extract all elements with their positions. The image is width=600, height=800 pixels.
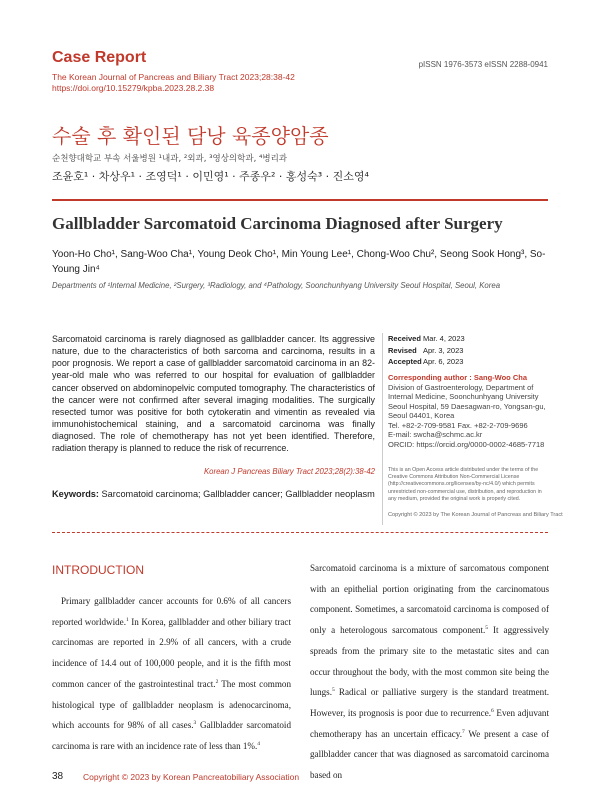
corr-line: Division of Gastroenterology, Department of — [388, 382, 534, 392]
departments: Departments of ¹Internal Medicine, ²Surgery, ³Radiology, and ⁴Pathology, Soonchunhyang University Seoul Hospital, Seoul, Korea — [52, 281, 501, 290]
page-number: 38 — [52, 771, 64, 782]
ref: 7 — [462, 728, 465, 735]
accepted-date: AcceptedApr. 6, 2023 — [388, 357, 464, 366]
ref: 6 — [491, 707, 494, 714]
korean-affiliation: 순천향대학교 부속 서울병원 ¹내과, ²외과, ³영상의학과, ⁴병리과 — [52, 154, 288, 164]
journal-reference: Korean J Pancreas Biliary Tract 2023;28(2):38-42 — [203, 467, 375, 476]
intro-left-column: Primary gallbladder cancer accounts for 0.6% of all cancers reported worldwide.$^1$ In Korea, gallbladder and other biliary tract carcinomas are reported in 2.9% of all cancers, with a crude incidence of 14.4 out of 100,000 people, and it is the fifth most common cancer of the gastrointestinal tract.$^2$ The most common histological type of gallbladder neoplasm is adenocarcinoma, which accounts for 98% of all cases.$^3$ Gallbladder sarcomatoid carcinoma is rare with an incidence rate of less than 1%.$^4$ — [52, 596, 291, 751]
revised-date: Revised Apr. 3, 2023 — [388, 345, 464, 355]
sidebar-divider — [382, 333, 383, 525]
corr-line: Seoul 04401, Korea — [388, 411, 455, 420]
issn: pISSN 1976-3573 eISSN 2288-0941 — [418, 60, 548, 69]
corr-orcid[interactable]: ORCID: https://orcid.org/0000-0002-4685-7718 — [388, 439, 545, 449]
intro-right-column: Sarcomatoid carcinoma is a mixture of sarcomatous component with an epithelial portion originating from the carcinomatous component. Sometimes, a sarcomatoid carcinoma is composed of only a heterologous sarcomatous component.$^5$ It aggressively spreads from the primary site to the metastatic sites and can occur throughout the body, with the most common site being the lungs.$^5$ Radical or palliative surgery is the standard treatment. However, its prognosis is poor due to recurrence.$^6$ Even adjuvant chemotherapy has an uncertain efficacy.$^7$ We present a case of gallbladder cancer that was diagnosed as sarcomatoid carcinoma based on — [310, 563, 549, 781]
keywords-label: Keywords: — [52, 489, 99, 499]
journal-copyright: Copyright © 2023 by The Korean Journal of Pancreas and Biliary Tract — [388, 512, 563, 518]
corr-line: Tel. +82-2-709-9581 Fax. +82-2-709-9696 — [388, 420, 528, 430]
section-divider — [52, 532, 548, 533]
english-title: Gallbladder Sarcomatoid Carcinoma Diagnosed after Surgery — [52, 214, 503, 233]
footer-copyright: Copyright © 2023 by Korean Pancreatobiliary Association — [83, 772, 300, 782]
ref: 1 — [125, 616, 129, 623]
keywords-value: Sarcomatoid carcinoma; Gallbladder cancer; Gallbladder neoplasm — [101, 489, 375, 499]
ref: 3 — [193, 720, 197, 727]
corresponding-author — [388, 373, 558, 449]
doi-link[interactable]: https://doi.org/10.15279/kpba.2023.28.2.38 — [52, 83, 215, 93]
english-authors: Yoon-Ho Cho¹, Sang-Woo Cha¹, Young Deok Cho¹, Min Young Lee¹, Chong-Woo Chu², Seong Sook Hong³, So-Young Jin⁴ — [52, 249, 546, 275]
keywords — [52, 489, 375, 499]
corresponding-label: Corresponding author : Sang-Woo Cha — [388, 373, 528, 382]
article-dates — [388, 333, 465, 368]
ref: 4 — [257, 740, 261, 747]
corr-line: Seoul Hospital, 59 Daesagwan-ro, Yongsan-gu, — [388, 401, 546, 411]
korean-authors: 조윤호¹ · 차상우¹ · 조영덕¹ · 이민영¹ · 주종우² · 홍성숙³ · 진소영⁴ — [52, 170, 369, 183]
korean-title: 수술 후 확인된 담낭 육종양암종 — [52, 124, 329, 148]
journal-citation: The Korean Journal of Pancreas and Biliary Tract 2023;28:38-42 — [52, 72, 295, 82]
abstract: Sarcomatoid carcinoma is rarely diagnosed as gallbladder cancer. Its aggressive nature, due to the characteristics of both sarcoma and carcinoma, results in a poor prognosis. We report a case of gallbladder sarcomatoid carcinoma in an 82-year-old male who was referred to our hospital for evaluation of gallbladder cancer observed on abdominopelvic computed tomography. The characteristics of the cancer were not confirmed after several imaging modalities. The surgically resected tumor was positive for both cytokeratin and vimentin as revealed via immunohistochemical staining, and a sarcomatoid carcinoma was finally diagnosed. The role of chemotherapy has not yet been identified. Therefore, radiation therapy is planned to reduce the risk of recurrence. — [52, 334, 375, 454]
received-date: Received Mar. 4, 2023 — [388, 334, 465, 343]
article-type: Case Report — [52, 49, 147, 66]
corr-line: Internal Medicine, Soonchunhyang University — [388, 392, 539, 401]
ref: 5 — [485, 625, 489, 632]
section-heading: INTRODUCTION — [52, 563, 144, 577]
title-divider — [52, 199, 548, 201]
corr-email[interactable]: E-mail: swcha@schmc.ac.kr — [388, 430, 483, 439]
ref: 5 — [331, 687, 335, 694]
license-text: This is an Open Access article distributed under the terms of the Creative Commons Attribution Non-Commercial License (http://creativecommons.org/licenses/by-nc/4.0/) which permits unrestricted non-commercial use, distribution, and reproduction in any medium, provided the original work is properly cited. — [388, 467, 542, 502]
ref: 2 — [215, 678, 219, 685]
